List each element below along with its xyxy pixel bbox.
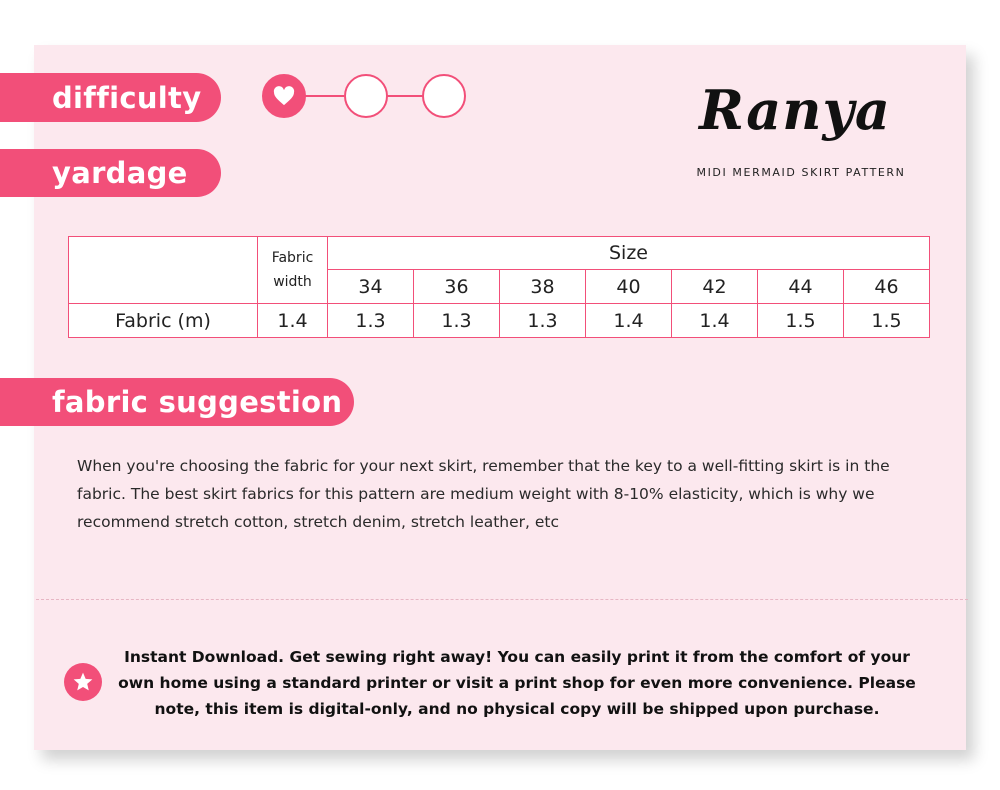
difficulty-level-1: [262, 74, 306, 118]
size-cell: 40: [586, 270, 672, 304]
size-cell: 46: [844, 270, 930, 304]
size-cell: 34: [328, 270, 414, 304]
brand-subtitle: MIDI MERMAID SKIRT PATTERN: [696, 166, 906, 179]
yardage-value: 1.3: [328, 304, 414, 338]
yardage-value: 1.3: [414, 304, 500, 338]
yardage-value: 1.4: [672, 304, 758, 338]
fabric-description: When you're choosing the fabric for your next skirt, remember that the key to a well-fitting skirt is in the fabric. The best skirt fabrics for this pattern are medium weight with 8-10% elasticity, which is why we recommend stretch cotton, stretch denim, stretch leather, etc: [77, 457, 890, 531]
size-cell: 38: [500, 270, 586, 304]
scale-connector: [386, 95, 424, 97]
divider: [36, 599, 968, 600]
yardage-value: 1.5: [758, 304, 844, 338]
row-label: Fabric (m): [69, 304, 258, 338]
instant-download-notice: Instant Download. Get sewing right away! You can easily print it from the comfort of your own home using a standard printer or visit a print shop for even more convenience. Please note, this item is digital-only, and no physical copy will be shipped upon purchase.: [118, 648, 916, 718]
size-cell: 36: [414, 270, 500, 304]
scale-connector: [304, 95, 344, 97]
yardage-value: 1.3: [500, 304, 586, 338]
difficulty-level-3: [422, 74, 466, 118]
notice-badge: [64, 663, 102, 701]
size-cell: 42: [672, 270, 758, 304]
difficulty-scale: [262, 74, 464, 118]
yardage-value: 1.4: [586, 304, 672, 338]
difficulty-heading: difficulty: [0, 73, 221, 122]
table-corner-cell: [69, 237, 258, 304]
fabric-suggestion-heading: fabric suggestion: [0, 378, 354, 426]
fabric-width-value: 1.4: [258, 304, 328, 338]
size-header: Size: [328, 237, 930, 270]
size-cell: 44: [758, 270, 844, 304]
heart-icon: [273, 86, 295, 106]
yardage-value: 1.5: [844, 304, 930, 338]
yardage-heading: yardage: [0, 149, 221, 197]
brand-logo: Ranya: [699, 78, 891, 142]
fabric-width-header: Fabric width: [258, 237, 328, 304]
star-icon: [72, 671, 94, 693]
yardage-table: [68, 236, 930, 338]
difficulty-level-2: [344, 74, 388, 118]
